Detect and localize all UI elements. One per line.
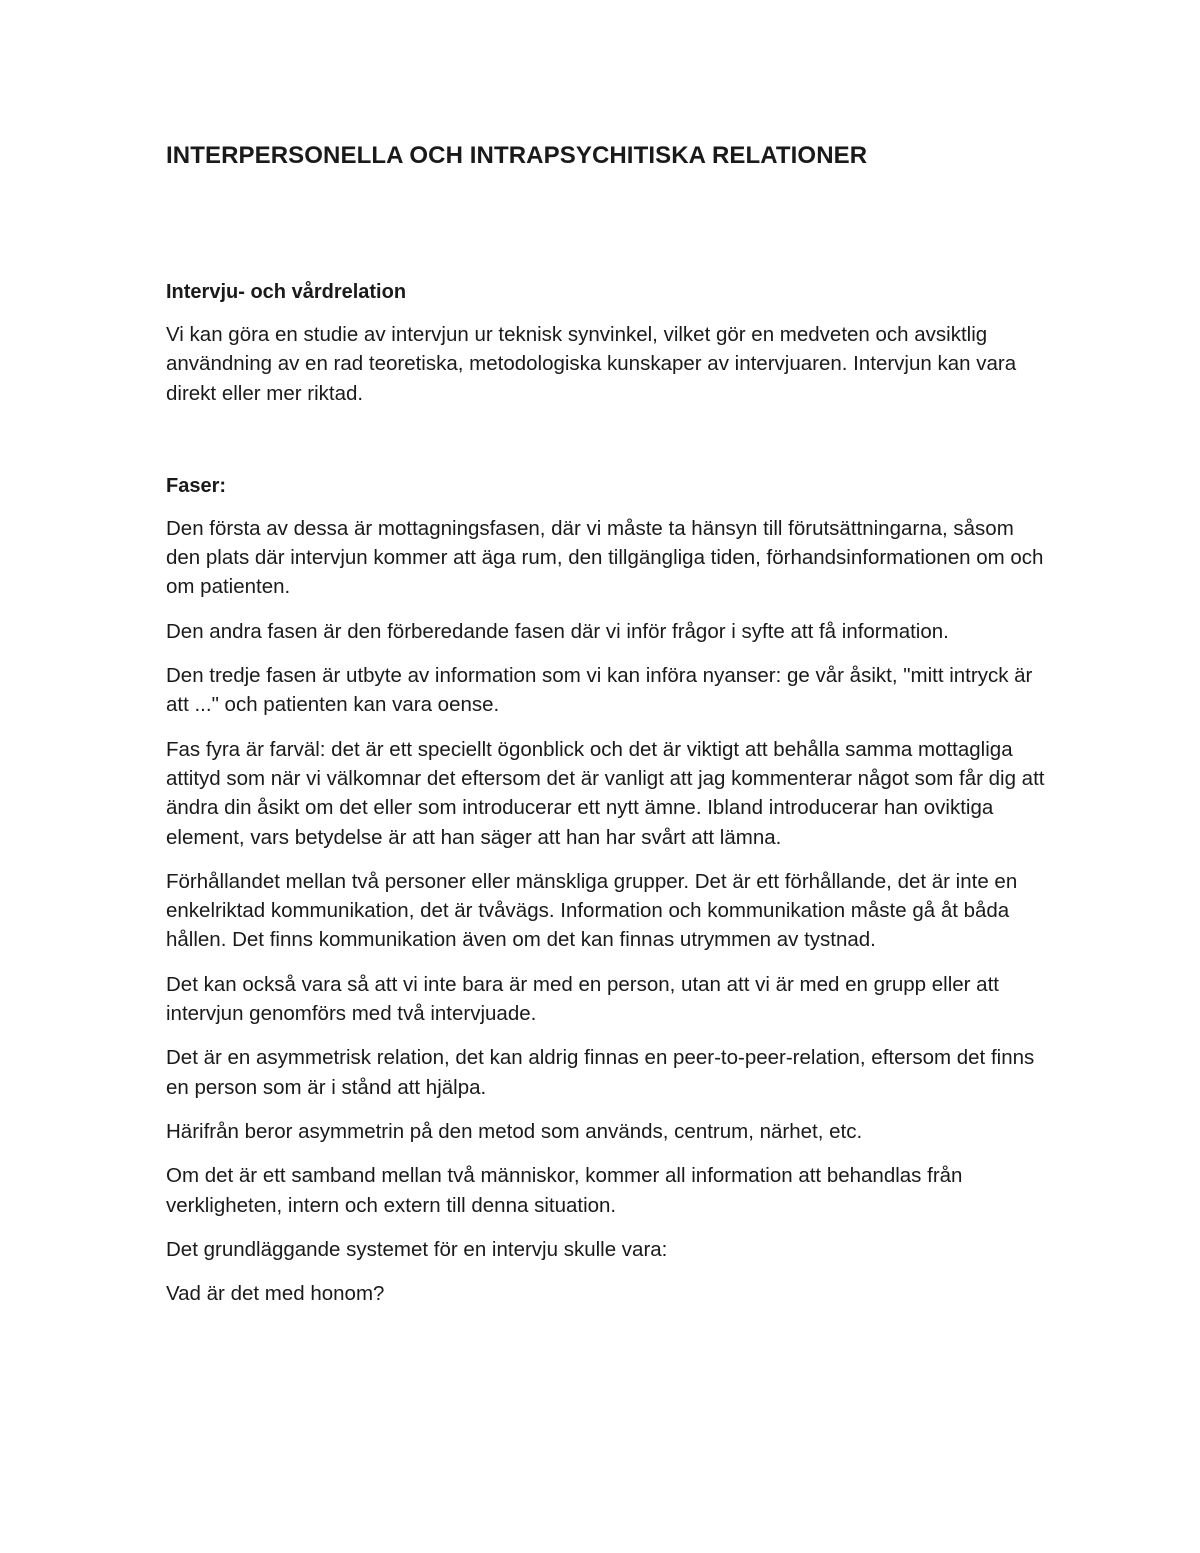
document-body <box>166 140 1046 1308</box>
paragraph: Vad är det med honom? <box>166 1282 385 1306</box>
paragraph: Den tredje fasen är utbyte av information som vi kan införa nyanser: ge vår åsikt, "mitt intryck är att ..." och patienten kan vara oense. <box>166 664 1033 717</box>
document-title: INTERPERSONELLA OCH INTRAPSYCHITISKA RELATIONER <box>166 142 868 169</box>
section-heading-interview: Intervju- och vårdrelation <box>166 281 407 303</box>
paragraph: Förhållandet mellan två personer eller mänskliga grupper. Det är ett förhållande, det är inte en enkelriktad kommunikation, det är tvåvägs. Information och kommunikation måste gå åt båda hållen. Det finns kommunikation även om det kan finnas utrymmen av tystnad. <box>166 869 1018 952</box>
paragraph: Om det är ett samband mellan två människor, kommer all information att behandlas från verkligheten, intern och extern till denna situation. <box>166 1164 963 1217</box>
paragraph: Det kan också vara så att vi inte bara är med en person, utan att vi är med en grupp eller att intervjun genomförs med två intervjuade. <box>166 972 999 1026</box>
paragraph: Den första av dessa är mottagningsfasen, där vi måste ta hänsyn till förutsättningarna, såsom den plats där intervjun kommer att äga rum, den tillgängliga tiden, förhandsinformationen om och om patienten. <box>166 516 1044 599</box>
section-heading-phases: Faser: <box>166 474 227 497</box>
paragraph: Den andra fasen är den förberedande fasen där vi inför frågor i syfte att få information. <box>166 619 949 643</box>
paragraph: Det grundläggande systemet för en intervju skulle vara: <box>166 1237 668 1261</box>
paragraph: Härifrån beror asymmetrin på den metod som används, centrum, närhet, etc. <box>166 1119 863 1143</box>
paragraph: Vi kan göra en studie av intervjun ur teknisk synvinkel, vilket gör en medveten och avsiktlig användning av en rad teoretiska, metodologiska kunskaper av intervjuaren. Intervjun kan vara direkt eller mer riktad. <box>166 323 1017 405</box>
paragraph: Fas fyra är farväl: det är ett speciellt ögonblick och det är viktigt att behålla samma mottagliga attityd som när vi välkomnar det eftersom det är vanligt att jag kommenterar något som får dig att ändra din åsikt om det eller som introducerar ett nytt ämne. Ibland introducerar han oviktiga element, vars betydelse är att han säger att han har svårt att lämna. <box>166 737 1045 849</box>
paragraph: Det är en asymmetrisk relation, det kan aldrig finnas en peer-to-peer-relation, eftersom det finns en person som är i stånd att hjälpa. <box>166 1046 1035 1099</box>
